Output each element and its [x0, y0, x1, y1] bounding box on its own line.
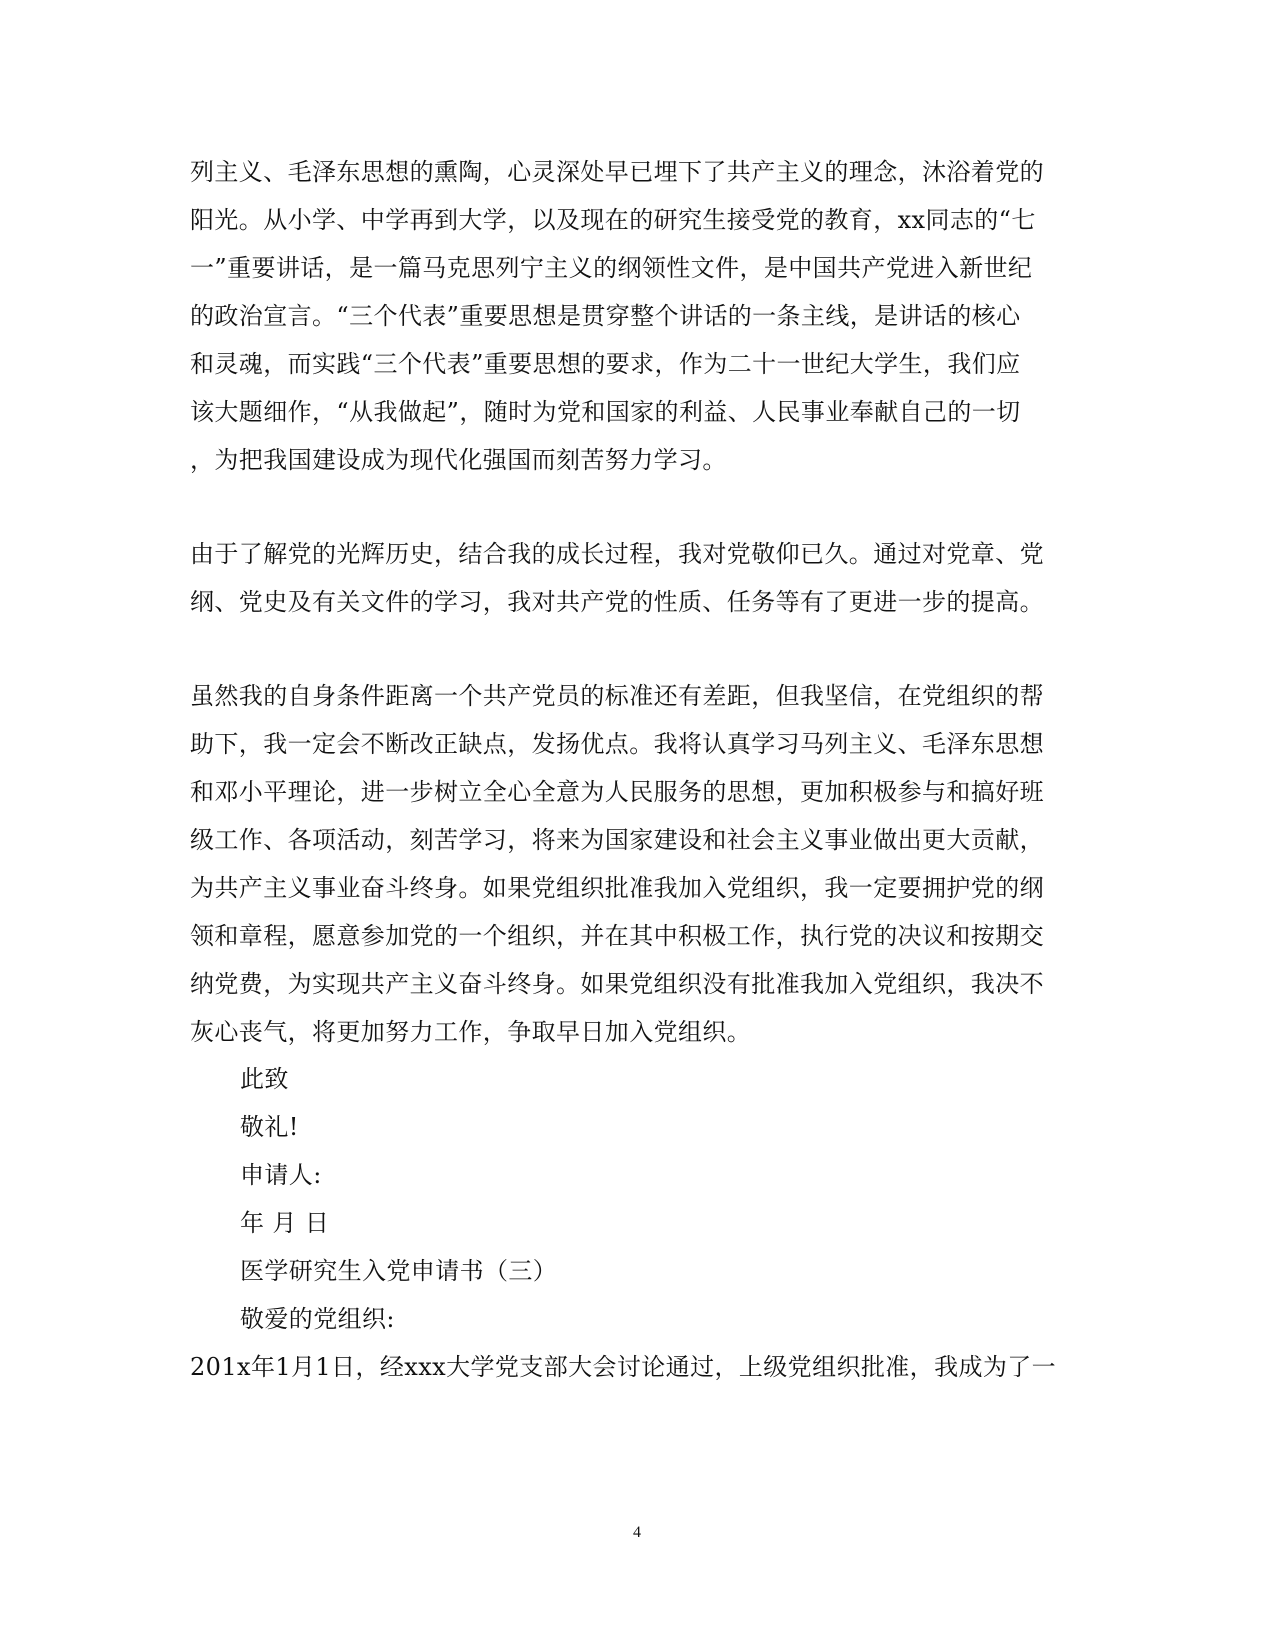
text-line: 列主义、毛泽东思想的熏陶，心灵深处早已埋下了共产主义的理念，沐浴着党的: [190, 158, 1044, 186]
greeting-line: 敬爱的党组织:: [240, 1305, 395, 1333]
text-line: 由于了解党的光辉历史，结合我的成长过程，我对党敬仰已久。通过对党章、党: [190, 540, 1044, 568]
paragraph-4: [190, 1343, 1070, 1391]
text-line: ，为把我国建设成为现代化强国而刻苦努力学习。: [190, 446, 727, 474]
text-line: 和灵魂，而实践“三个代表”重要思想的要求，作为二十一世纪大学生，我们应: [190, 350, 1021, 378]
text-line: 阳光。从小学、中学再到大学，以及现在的研究生接受党的教育，xx同志的“七: [190, 206, 1036, 234]
text-line: 为共产主义事业奋斗终身。如果党组织批准我加入党组织，我一定要拥护党的纲: [190, 874, 1044, 902]
regards-line: 敬礼!: [240, 1113, 299, 1141]
text-line: 虽然我的自身条件距离一个共产党员的标准还有差距，但我坚信，在党组织的帮: [190, 682, 1044, 710]
section-title: 医学研究生入党申请书（三）: [240, 1257, 558, 1285]
text-line: 纲、党史及有关文件的学习，我对共产党的性质、任务等有了更进一步的提高。: [190, 588, 1044, 616]
paragraph-2: [190, 530, 1070, 626]
paragraph-3: [190, 672, 1070, 1056]
salutation-line: 此致: [240, 1065, 289, 1093]
closing-block: [240, 1055, 1060, 1343]
paragraph-1: [190, 148, 1070, 484]
text-line: 的政治宣言。“三个代表”重要思想是贯穿整个讲话的一条主线，是讲话的核心: [190, 302, 1021, 330]
text-line: 级工作、各项活动，刻苦学习，将来为国家建设和社会主义事业做出更大贡献，: [190, 826, 1044, 854]
page-number: 4: [633, 1524, 641, 1541]
text-line: 助下，我一定会不断改正缺点，发扬优点。我将认真学习马列主义、毛泽东思想: [190, 730, 1044, 758]
text-line: 灰心丧气，将更加努力工作，争取早日加入党组织。: [190, 1018, 752, 1046]
text-line: 领和章程，愿意参加党的一个组织，并在其中积极工作，执行党的决议和按期交: [190, 922, 1044, 950]
text-line: 一”重要讲话，是一篇马克思列宁主义的纲领性文件，是中国共产党进入新世纪: [190, 254, 1033, 282]
applicant-line: 申请人:: [240, 1161, 322, 1189]
text-line: 201x年1月1日，经xxx大学党支部大会讨论通过，上级党组织批准，我成为了一: [190, 1353, 1057, 1381]
text-line: 纳党费，为实现共产主义奋斗终身。如果党组织没有批准我加入党组织，我决不: [190, 970, 1044, 998]
date-line: 年 月 日: [240, 1209, 330, 1237]
text-line: 和邓小平理论，进一步树立全心全意为人民服务的思想，更加积极参与和搞好班: [190, 778, 1044, 806]
text-line: 该大题细作，“从我做起”，随时为党和国家的利益、人民事业奉献自己的一切: [190, 398, 1021, 426]
